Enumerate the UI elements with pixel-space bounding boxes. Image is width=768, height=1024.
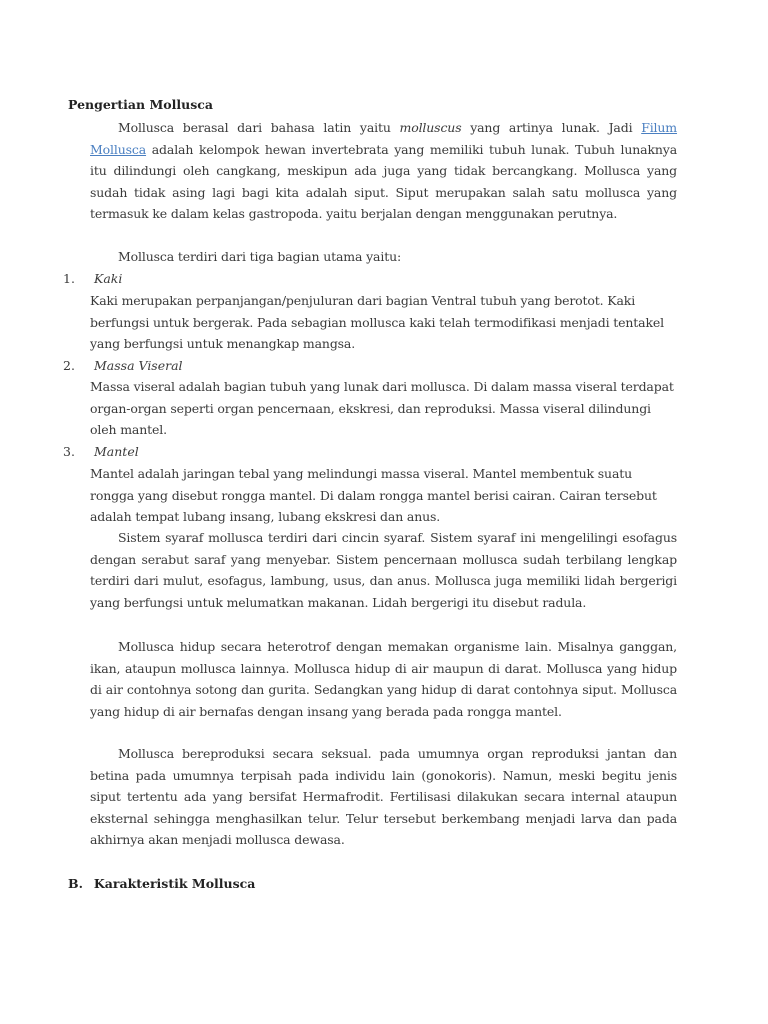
- list-item-text-kaki: Kaki merupakan perpanjangan/penjuluran dari bagian Ventral tubuh yang berotot. Kaki berfungsi untuk bergerak. Pada sebagian mollusca kaki telah termodifikasi menjadi tentakel yang berfungsi untuk menangkap mangsa.: [90, 293, 664, 352]
- heading-title: Karakteristik Mollusca: [93, 876, 256, 891]
- intro-text-2: yang artinya lunak. Jadi: [461, 120, 642, 135]
- paragraph-reproduksi: Mollusca bereproduksi secara seksual. pada umumnya organ reproduksi jantan dan betina pada umumnya terpisah pada individu lain (gonokoris). Namun, meski begitu jenis siput tertentu ada yang bersifat Hermafrodit. Fertilisasi dilakukan secara internal ataupun eksternal sehingga menghasilkan telur. Telur tersebut berkembang menjadi larva dan pada akhirnya akan menjadi mollusca dewasa.: [90, 746, 677, 848]
- parts-intro: [90, 246, 677, 268]
- latin-term: molluscus: [399, 120, 462, 135]
- intro-paragraph: [90, 117, 677, 225]
- section-heading-karakteristik: [68, 876, 255, 891]
- filum-mollusca-link[interactable]: Filum Mollusca: [90, 120, 678, 157]
- list-item-text-massa-viseral: Massa viseral adalah bagian tubuh yang lunak dari mollusca. Di dalam massa viseral terdapat organ-organ seperti organ pencernaan, ekskresi, dan reproduksi. Massa viseral dilindungi oleh mantel.: [90, 379, 674, 438]
- list-item-title-massa-viseral: Massa Viseral: [94, 358, 183, 373]
- list-item-text-mantel: Mantel adalah jaringan tebal yang melindungi massa viseral. Mantel membentuk suatu rongga yang disebut rongga mantel. Di dalam rongga mantel berisi cairan. Cairan tersebut adalah tempat lubang insang, lubang ekskresi dan anus.: [90, 466, 657, 525]
- list-item-title-mantel: Mantel: [94, 444, 139, 459]
- heading-letter: B.: [68, 876, 83, 891]
- intro-text-1: Mollusca berasal dari bahasa latin yaitu: [118, 120, 400, 135]
- list-number: 3.: [63, 444, 75, 459]
- list-number: 1.: [63, 271, 75, 286]
- intro-text-3: adalah kelompok hewan invertebrata yang memiliki tubuh lunak. Tubuh lunaknya itu dilindungi oleh cangkang, meskipun ada juga yang tidak bercangkang. Mollusca yang sudah tidak asing lagi bagi kita adalah siput. Siput merupakan salah satu mollusca yang termasuk ke dalam kelas gastropoda. yaitu berjalan dengan menggunakan perutnya.: [90, 141, 677, 222]
- list-item-title-kaki: Kaki: [94, 271, 123, 286]
- paragraph-sistem-syaraf: Sistem syaraf mollusca terdiri dari cincin syaraf. Sistem syaraf ini mengelilingi esofagus dengan serabut saraf yang menyebar. Sistem pencernaan mollusca sudah terbilang lengkap terdiri dari mulut, esofagus, lambung, usus, dan anus. Mollusca juga memiliki lidah bergerigi yang berfungsi untuk melumatkan makanan. Lidah bergerigi itu disebut radula.: [90, 530, 677, 610]
- paragraph-heterotrof: Mollusca hidup secara heterotrof dengan memakan organisme lain. Misalnya ganggan, ikan, ataupun mollusca lainnya. Mollusca hidup di air maupun di darat. Mollusca yang hidup di air contohnya sotong dan gurita. Sedangkan yang hidup di darat contohnya siput. Mollusca yang hidup di air bernafas dengan insang yang berada pada rongga mantel.: [90, 639, 677, 719]
- list-number: 2.: [63, 358, 75, 373]
- parts-intro-text: Mollusca terdiri dari tiga bagian utama yaitu:: [118, 249, 402, 264]
- heading-text: Pengertian Mollusca: [68, 97, 213, 112]
- section-heading-pengertian: [68, 97, 213, 112]
